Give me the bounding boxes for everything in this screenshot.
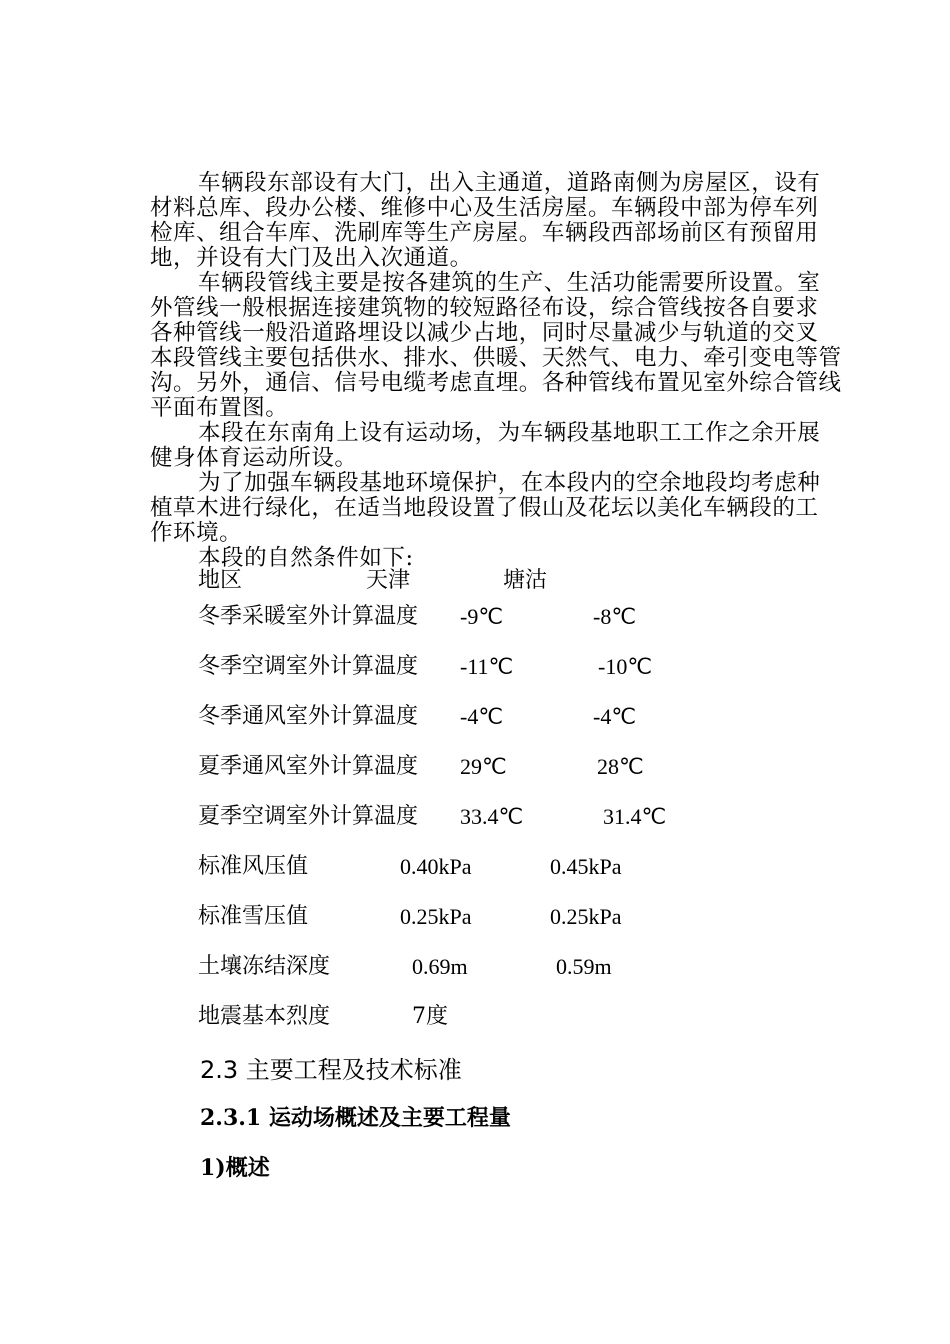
paragraph-line: 地，并设有大门及出入次通道。 bbox=[150, 245, 473, 271]
row-label: 土壤冻结深度 bbox=[198, 954, 331, 979]
header-region: 地区 bbox=[198, 568, 243, 593]
value-tianjin: 7度 bbox=[412, 1004, 448, 1029]
paragraph-line: 车辆段东部设有大门，出入主通道，道路南侧为房屋区，设有 bbox=[198, 170, 821, 196]
header-tanggu: 塘沽 bbox=[503, 568, 548, 593]
value-tianjin: 29℃ bbox=[460, 754, 507, 779]
value-tanggu: 31.4℃ bbox=[603, 804, 667, 829]
paragraph-line: 各种管线一般沿道路埋设以减少占地，同时尽量减少与轨道的交叉 bbox=[150, 320, 819, 346]
paragraph-line: 植草木进行绿化，在适当地段设置了假山及花坛以美化车辆段的工 bbox=[150, 495, 819, 521]
value-tanggu: 0.59m bbox=[556, 954, 612, 979]
row-label: 冬季空调室外计算温度 bbox=[198, 654, 419, 679]
value-tianjin: -9℃ bbox=[460, 604, 504, 629]
row-label: 标准风压值 bbox=[198, 854, 309, 879]
paragraph-line: 车辆段管线主要是按各建筑的生产、生活功能需要所设置。室 bbox=[198, 270, 821, 296]
value-tanggu: 0.45kPa bbox=[550, 854, 622, 879]
paragraph-line: 外管线一般根据连接建筑物的较短路径布设，综合管线按各自要求 bbox=[150, 295, 819, 321]
value-tanggu: -8℃ bbox=[593, 604, 637, 629]
subsection-heading: 2.3.1 运动场概述及主要工程量 bbox=[200, 1105, 511, 1131]
value-tanggu: 0.25kPa bbox=[550, 904, 622, 929]
value-tianjin: 0.69m bbox=[412, 954, 468, 979]
row-label: 夏季空调室外计算温度 bbox=[198, 804, 419, 829]
row-label: 冬季采暖室外计算温度 bbox=[198, 604, 419, 629]
paragraph-line: 本段管线主要包括供水、排水、供暖、天然气、电力、牵引变电等管 bbox=[150, 345, 842, 371]
paragraph-line: 本段在东南角上设有运动场，为车辆段基地职工工作之余开展 bbox=[198, 420, 821, 446]
value-tianjin: 0.25kPa bbox=[400, 904, 472, 929]
paragraph-line: 沟。另外，通信、信号电缆考虑直埋。各种管线布置见室外综合管线 bbox=[150, 370, 842, 396]
value-tianjin: 0.40kPa bbox=[400, 854, 472, 879]
value-tanggu: -4℃ bbox=[593, 704, 637, 729]
value-tanggu: -10℃ bbox=[598, 654, 653, 679]
paragraph-line: 作环境。 bbox=[150, 520, 243, 546]
row-label: 地震基本烈度 bbox=[198, 1004, 331, 1029]
paragraph-line: 平面布置图。 bbox=[150, 395, 289, 421]
paragraph-line: 检库、组合车库、洗刷库等生产房屋。车辆段西部场前区有预留用 bbox=[150, 220, 819, 246]
item-heading: 1)概述 bbox=[200, 1155, 270, 1181]
row-label: 标准雪压值 bbox=[198, 904, 309, 929]
row-label: 冬季通风室外计算温度 bbox=[198, 704, 419, 729]
value-tianjin: -4℃ bbox=[460, 704, 504, 729]
section-heading: 2.3 主要工程及技术标准 bbox=[200, 1056, 462, 1084]
paragraph-line: 本段的自然条件如下: bbox=[198, 545, 414, 571]
value-tianjin: 33.4℃ bbox=[460, 804, 524, 829]
paragraph-line: 材料总库、段办公楼、维修中心及生活房屋。车辆段中部为停车列 bbox=[150, 195, 819, 221]
paragraph-line: 健身体育运动所设。 bbox=[150, 445, 358, 471]
header-tianjin: 天津 bbox=[366, 568, 411, 593]
value-tanggu: 28℃ bbox=[597, 754, 644, 779]
value-tianjin: -11℃ bbox=[460, 654, 514, 679]
paragraph-line: 为了加强车辆段基地环境保护，在本段内的空余地段均考虑种 bbox=[198, 470, 821, 496]
row-label: 夏季通风室外计算温度 bbox=[198, 754, 419, 779]
